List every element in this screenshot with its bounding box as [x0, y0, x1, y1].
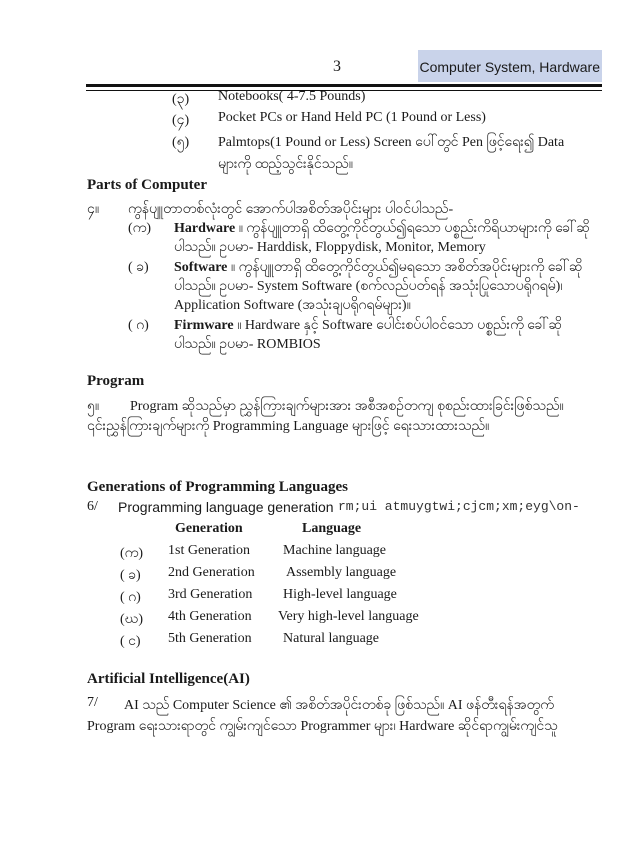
list-marker: (၄) — [172, 113, 190, 128]
table-row-marker: ( ဂ) — [120, 590, 141, 605]
definition-text: ။ ကွန်ပျူတာရှိ ထိတွေ့ကိုင်တွယ်၍ရသော ပစ္စည်းကိရိယာများကို ခေါ်ဆို — [235, 221, 590, 236]
table-cell-language: Very high-level language — [278, 609, 419, 624]
table-cell-language: Machine language — [283, 543, 387, 558]
definition-line — [174, 218, 590, 239]
list-item: Palmtops(1 Pound or Less) Screen ပေါ်တွင် Pen ဖြင့်ရေး၍ Data — [218, 135, 565, 150]
list-item: Notebooks( 4-7.5 Pounds) — [218, 89, 366, 104]
paragraph-intro: Programming language generation — [118, 499, 334, 515]
table-cell-generation: 2nd Generation — [168, 565, 255, 580]
table-cell-generation: 1st Generation — [168, 543, 251, 558]
table-cell-language: High-level language — [283, 587, 397, 602]
table-cell-generation: 3rd Generation — [168, 587, 253, 602]
list-marker: ( ခ) — [128, 260, 149, 275]
list-item-continuation: များကို ထည့်သွင်းနိုင်သည်။ — [218, 157, 353, 172]
list-marker: (က) — [128, 221, 152, 236]
header-title: Computer System, Hardware — [418, 50, 602, 82]
table-row-marker: ( ခ) — [120, 568, 141, 583]
section-heading-program: Program — [87, 373, 145, 389]
list-marker: ( ဂ) — [128, 318, 149, 333]
definition-line: Application Software (အသုံးချပရိုဂရမ်များ)။ — [174, 298, 411, 313]
table-header-generation: Generation — [175, 521, 243, 536]
list-marker: (၅) — [172, 135, 190, 150]
paragraph-number: ၅။ — [87, 399, 100, 414]
paragraph-text: Program ရေးသားရာတွင် ကျွမ်းကျင်သော Programmer များ၊ Hardware ဆိုင်ရာကျွမ်းကျင်သူ — [87, 719, 558, 734]
section-heading-ai: Artificial Intelligence(AI) — [87, 671, 250, 687]
paragraph-text: ၎င်းညွှန်ကြားချက်များကို Programming Language များဖြင့် ရေးသားထားသည်။ — [87, 419, 490, 434]
section-heading-parts: Parts of Computer — [87, 177, 207, 193]
term-hardware: Hardware — [174, 221, 236, 236]
table-cell-language: Natural language — [283, 631, 380, 646]
table-row-marker: (ဃ) — [120, 612, 143, 627]
garbled-text: rm;ui atmuygtwi;cjcm;xm;eyg\on- — [338, 499, 580, 514]
definition-line: ပါသည်။ ဥပမာ- ROMBIOS — [174, 337, 321, 352]
table-row-marker: ( င) — [120, 634, 141, 649]
paragraph-text: Program ဆိုသည်မှာ ညွှန်ကြားချက်များအား အစီအစဉ်တကျ စုစည်းထားခြင်းဖြစ်သည်။ — [130, 399, 564, 414]
paragraph-intro: ကွန်ပျူတာတစ်လုံးတွင် အောက်ပါအစိတ်အပိုင်းများ ပါဝင်ပါသည်- — [128, 202, 454, 217]
definition-line — [174, 315, 562, 336]
definition-line: ပါသည်။ ဥပမာ- System Software (စက်လည်ပတ်ရန် အသုံးပြုသောပရိုဂရမ်)၊ — [174, 279, 563, 294]
page-number: 3 — [333, 58, 341, 75]
table-cell-generation: 5th Generation — [168, 631, 252, 646]
paragraph-number: 7/ — [87, 695, 98, 710]
paragraph-number: 6/ — [87, 499, 98, 514]
list-marker: (၃) — [172, 92, 190, 107]
list-item: Pocket PCs or Hand Held PC (1 Pound or Less) — [218, 110, 486, 125]
term-software: Software — [174, 260, 228, 275]
table-row-marker: (က) — [120, 546, 144, 561]
definition-line: ပါသည်။ ဥပမာ- Harddisk, Floppydisk, Monitor, Memory — [174, 240, 486, 255]
paragraph-text: AI သည် Computer Science ၏ အစိတ်အပိုင်းတစ်ခု ဖြစ်သည်။ AI ဖန်တီးရန်အတွက် — [124, 698, 554, 713]
section-heading-generations: Generations of Programming Languages — [87, 479, 348, 495]
header-rule-thick — [86, 84, 602, 87]
paragraph-number: ၄။ — [87, 202, 100, 217]
definition-text: ။ Hardware နှင့် Software ပေါင်းစပ်ပါဝင်သော ပစ္စည်းကို ခေါ်ဆို — [233, 318, 563, 333]
table-header-language: Language — [302, 521, 362, 536]
table-cell-language: Assembly language — [286, 565, 397, 580]
definition-line — [174, 257, 583, 278]
table-cell-generation: 4th Generation — [168, 609, 252, 624]
term-firmware: Firmware — [174, 318, 234, 333]
definition-text: ။ ကွန်ပျူတာရှိ ထိတွေ့ကိုင်တွယ်၍မရသော အစိတ်အပိုင်းများကို ခေါ်ဆို — [227, 260, 583, 275]
